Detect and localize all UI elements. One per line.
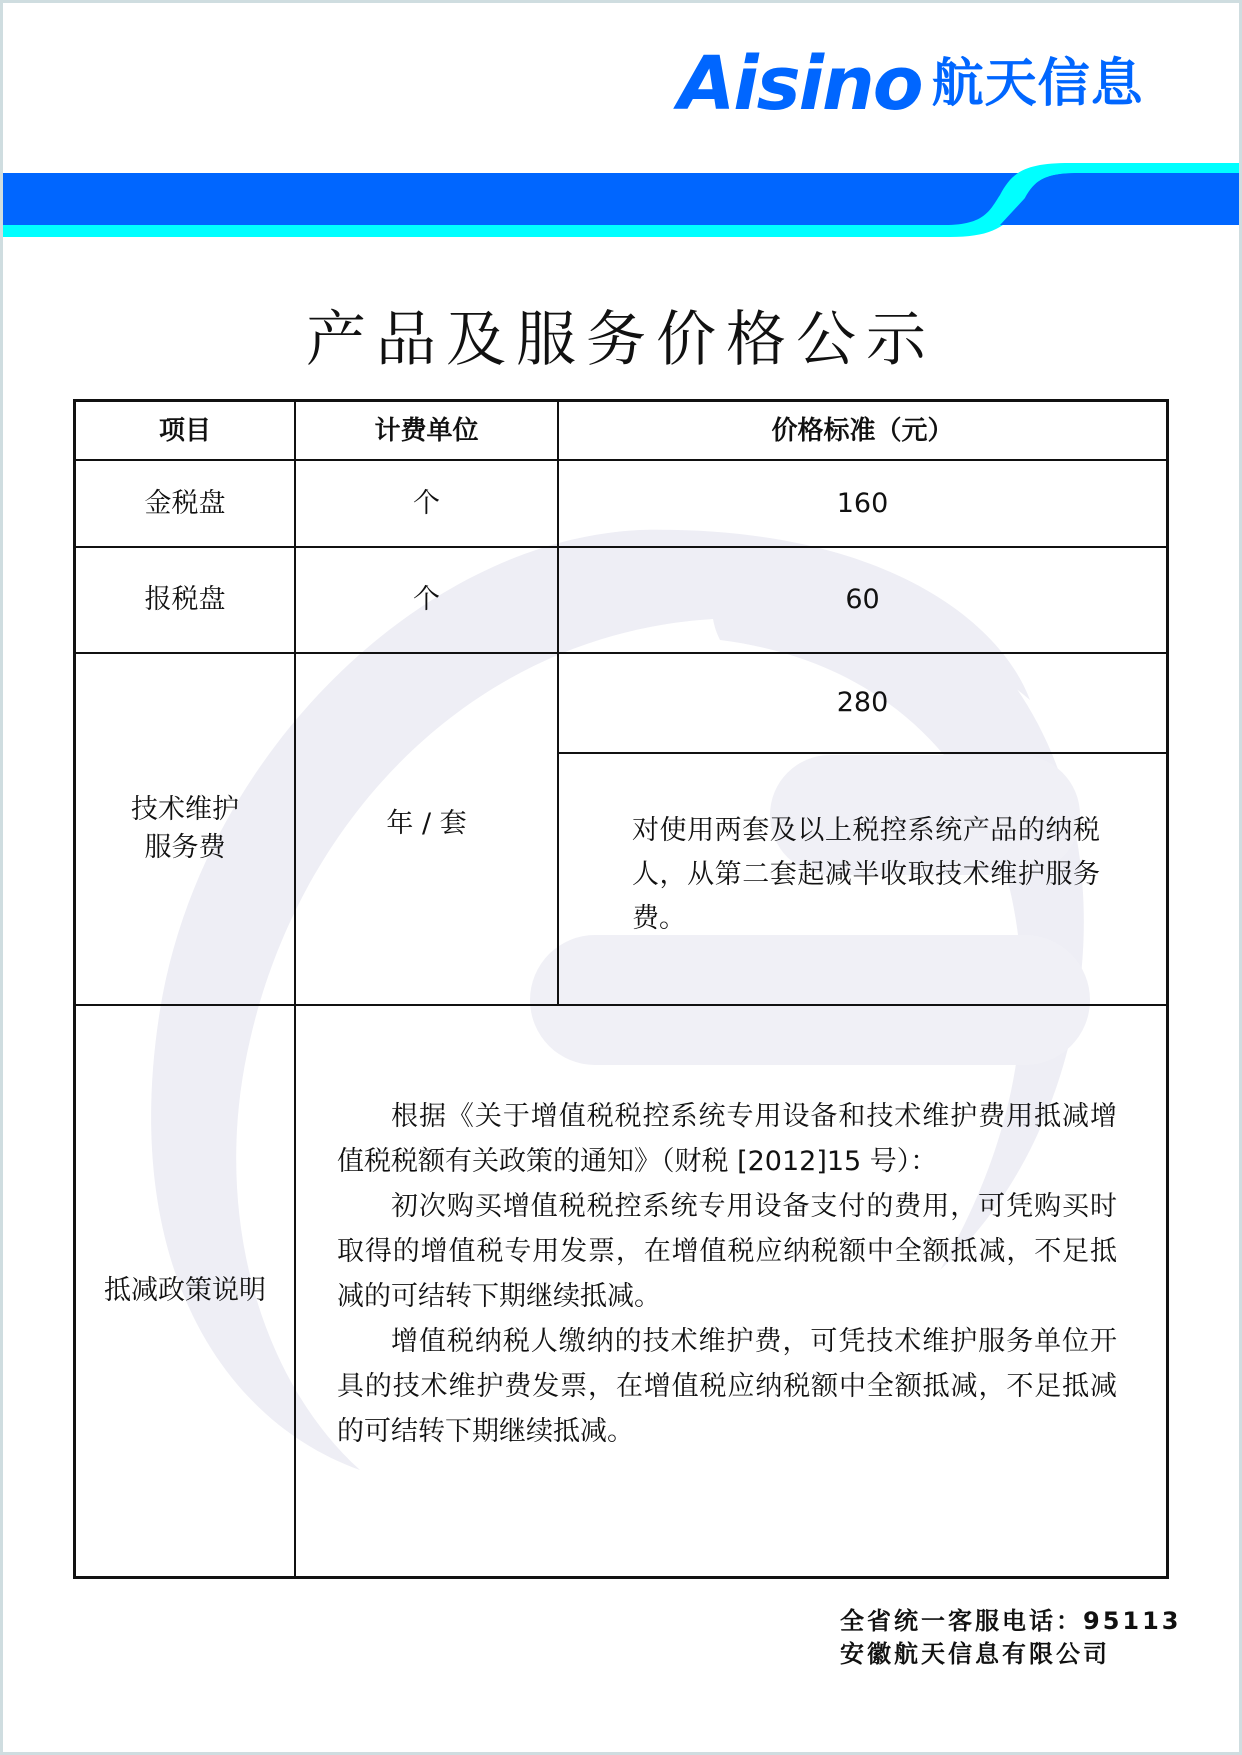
row3-unit: 年 / 套 (386, 808, 467, 839)
header-price: 价格标准（元） (771, 415, 954, 446)
table-border-right (1166, 399, 1169, 1579)
row2-price: 60 (845, 584, 880, 615)
row3-item-line2: 服务费 (144, 832, 226, 863)
row1-unit: 个 (413, 487, 440, 519)
row1-item: 金税盘 (144, 487, 226, 519)
brand-logo (678, 41, 1144, 127)
footer (840, 1605, 1182, 1671)
row2-unit: 个 (413, 584, 440, 615)
policy-paragraph: 根据《关于增值税税控系统专用设备和技术维护费用抵减增值税税额有关政策的通知》（财税 [2012]15 号）： (337, 1101, 1117, 1177)
page-title: 产品及服务价格公示 (306, 305, 936, 375)
row3-item (76, 654, 294, 1004)
row4-item: 抵减政策说明 (104, 1275, 266, 1306)
policy-paragraph: 初次购买增值税税控系统专用设备支付的费用，可凭购买时取得的增值税专用发票，在增值税应纳税额中全额抵减，不足抵减的可结转下期继续抵减。 (337, 1191, 1117, 1312)
header-item: 项目 (158, 415, 211, 446)
row3-item-line1: 技术维护 (131, 794, 239, 825)
service-hotline: 全省统一客服电话：95113 (840, 1607, 1182, 1635)
company-name: 安徽航天信息有限公司 (840, 1640, 1110, 1668)
policy-text (337, 1094, 1117, 1454)
price-table (73, 399, 1169, 1579)
table-border-bottom (73, 1576, 1169, 1579)
row-divider-3a (557, 752, 1169, 754)
row2-item: 报税盘 (144, 584, 226, 615)
header-band (0, 160, 1242, 250)
row3-discount-note: 对使用两套及以上税控系统产品的纳税人，从第二套起减半收取技术维护服务费。 (632, 815, 1100, 934)
policy-paragraph: 增值税纳税人缴纳的技术维护费，可凭技术维护服务单位开具的技术维护费发票，在增值税应纳税额中全额抵减，不足抵减的可结转下期继续抵减。 (337, 1326, 1117, 1447)
logo-latin-text: Aisino (678, 41, 922, 127)
logo-chinese-text: 航天信息 (931, 54, 1144, 114)
row1-price: 160 (836, 487, 889, 519)
header-unit: 计费单位 (374, 415, 479, 446)
row3-price: 280 (836, 687, 889, 718)
